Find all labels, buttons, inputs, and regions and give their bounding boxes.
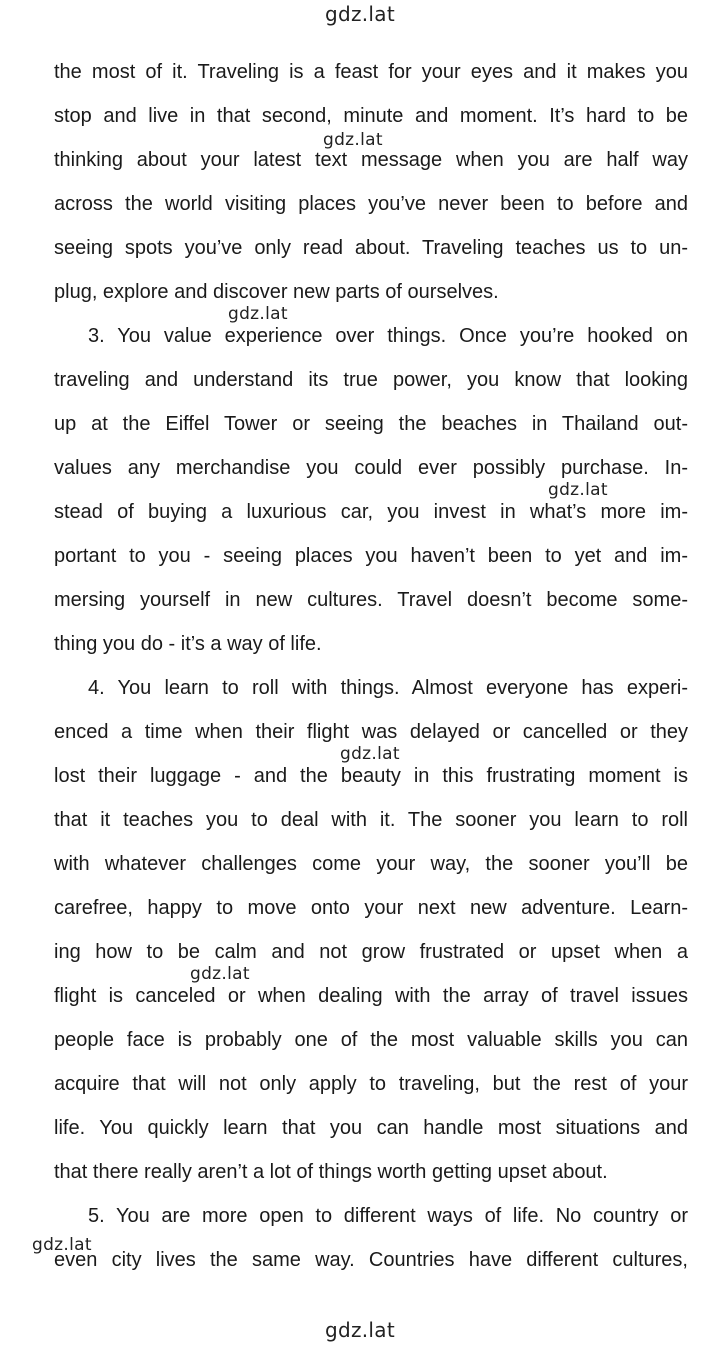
text-line: with whatever challenges come your way, the sooner you’ll be xyxy=(54,853,688,875)
watermark-inline: gdz.lat xyxy=(548,480,608,500)
text-line: life. You quickly learn that you can handle most situations and xyxy=(54,1117,688,1139)
text-line: even city lives the same way. Countries have different cultures, xyxy=(54,1249,688,1271)
text-line: thing you do - it’s a way of life. xyxy=(54,633,322,655)
text-line: enced a time when their flight was delayed or cancelled or they xyxy=(54,721,688,743)
text-line: stead of buying a luxurious car, you invest in what’s more im- xyxy=(54,501,688,523)
text-line: flight is canceled or when dealing with the array of travel issues xyxy=(54,985,688,1007)
text-line: that there really aren’t a lot of things worth getting upset about. xyxy=(54,1161,608,1183)
watermark-bottom: gdz.lat xyxy=(324,1318,395,1342)
text-line: values any merchandise you could ever possibly purchase. In- xyxy=(54,457,688,479)
text-line: ing how to be calm and not grow frustrated or upset when a xyxy=(54,941,688,963)
text-line: traveling and understand its true power, you know that looking xyxy=(54,369,688,391)
watermark-inline: gdz.lat xyxy=(323,130,383,150)
watermark-inline: gdz.lat xyxy=(228,304,288,324)
text-line: carefree, happy to move onto your next new adventure. Learn- xyxy=(54,897,688,919)
watermark-inline: gdz.lat xyxy=(340,744,400,764)
paragraph-3-start: 3. You value experience over things. Once you’re hooked on xyxy=(88,325,688,347)
text-line: seeing spots you’ve only read about. Traveling teaches us to un- xyxy=(54,237,688,259)
text-line: across the world visiting places you’ve never been to before and xyxy=(54,193,688,215)
text-line: stop and live in that second, minute and moment. It’s hard to be xyxy=(54,105,688,127)
text-line: portant to you - seeing places you haven’t been to yet and im- xyxy=(54,545,688,567)
text-line: acquire that will not only apply to traveling, but the rest of your xyxy=(54,1073,688,1095)
text-line: lost their luggage - and the beauty in this frustrating moment is xyxy=(54,765,688,787)
watermark-top: gdz.lat xyxy=(324,2,395,26)
text-line: thinking about your latest text message when you are half way xyxy=(54,149,688,171)
document-body xyxy=(54,50,688,1282)
paragraph-5-start: 5. You are more open to different ways of life. No country or xyxy=(88,1205,688,1227)
text-line: mersing yourself in new cultures. Travel doesn’t become some- xyxy=(54,589,688,611)
text-line: up at the Eiffel Tower or seeing the beaches in Thailand out- xyxy=(54,413,688,435)
text-line: people face is probably one of the most valuable skills you can xyxy=(54,1029,688,1051)
paragraph-4-start: 4. You learn to roll with things. Almost everyone has experi- xyxy=(88,677,688,699)
text-line: the most of it. Traveling is a feast for your eyes and it makes you xyxy=(54,61,688,83)
watermark-inline: gdz.lat xyxy=(190,964,250,984)
watermark-inline: gdz.lat xyxy=(32,1235,92,1255)
text-line: that it teaches you to deal with it. The sooner you learn to roll xyxy=(54,809,688,831)
text-line: plug, explore and discover new parts of ourselves. xyxy=(54,281,499,303)
